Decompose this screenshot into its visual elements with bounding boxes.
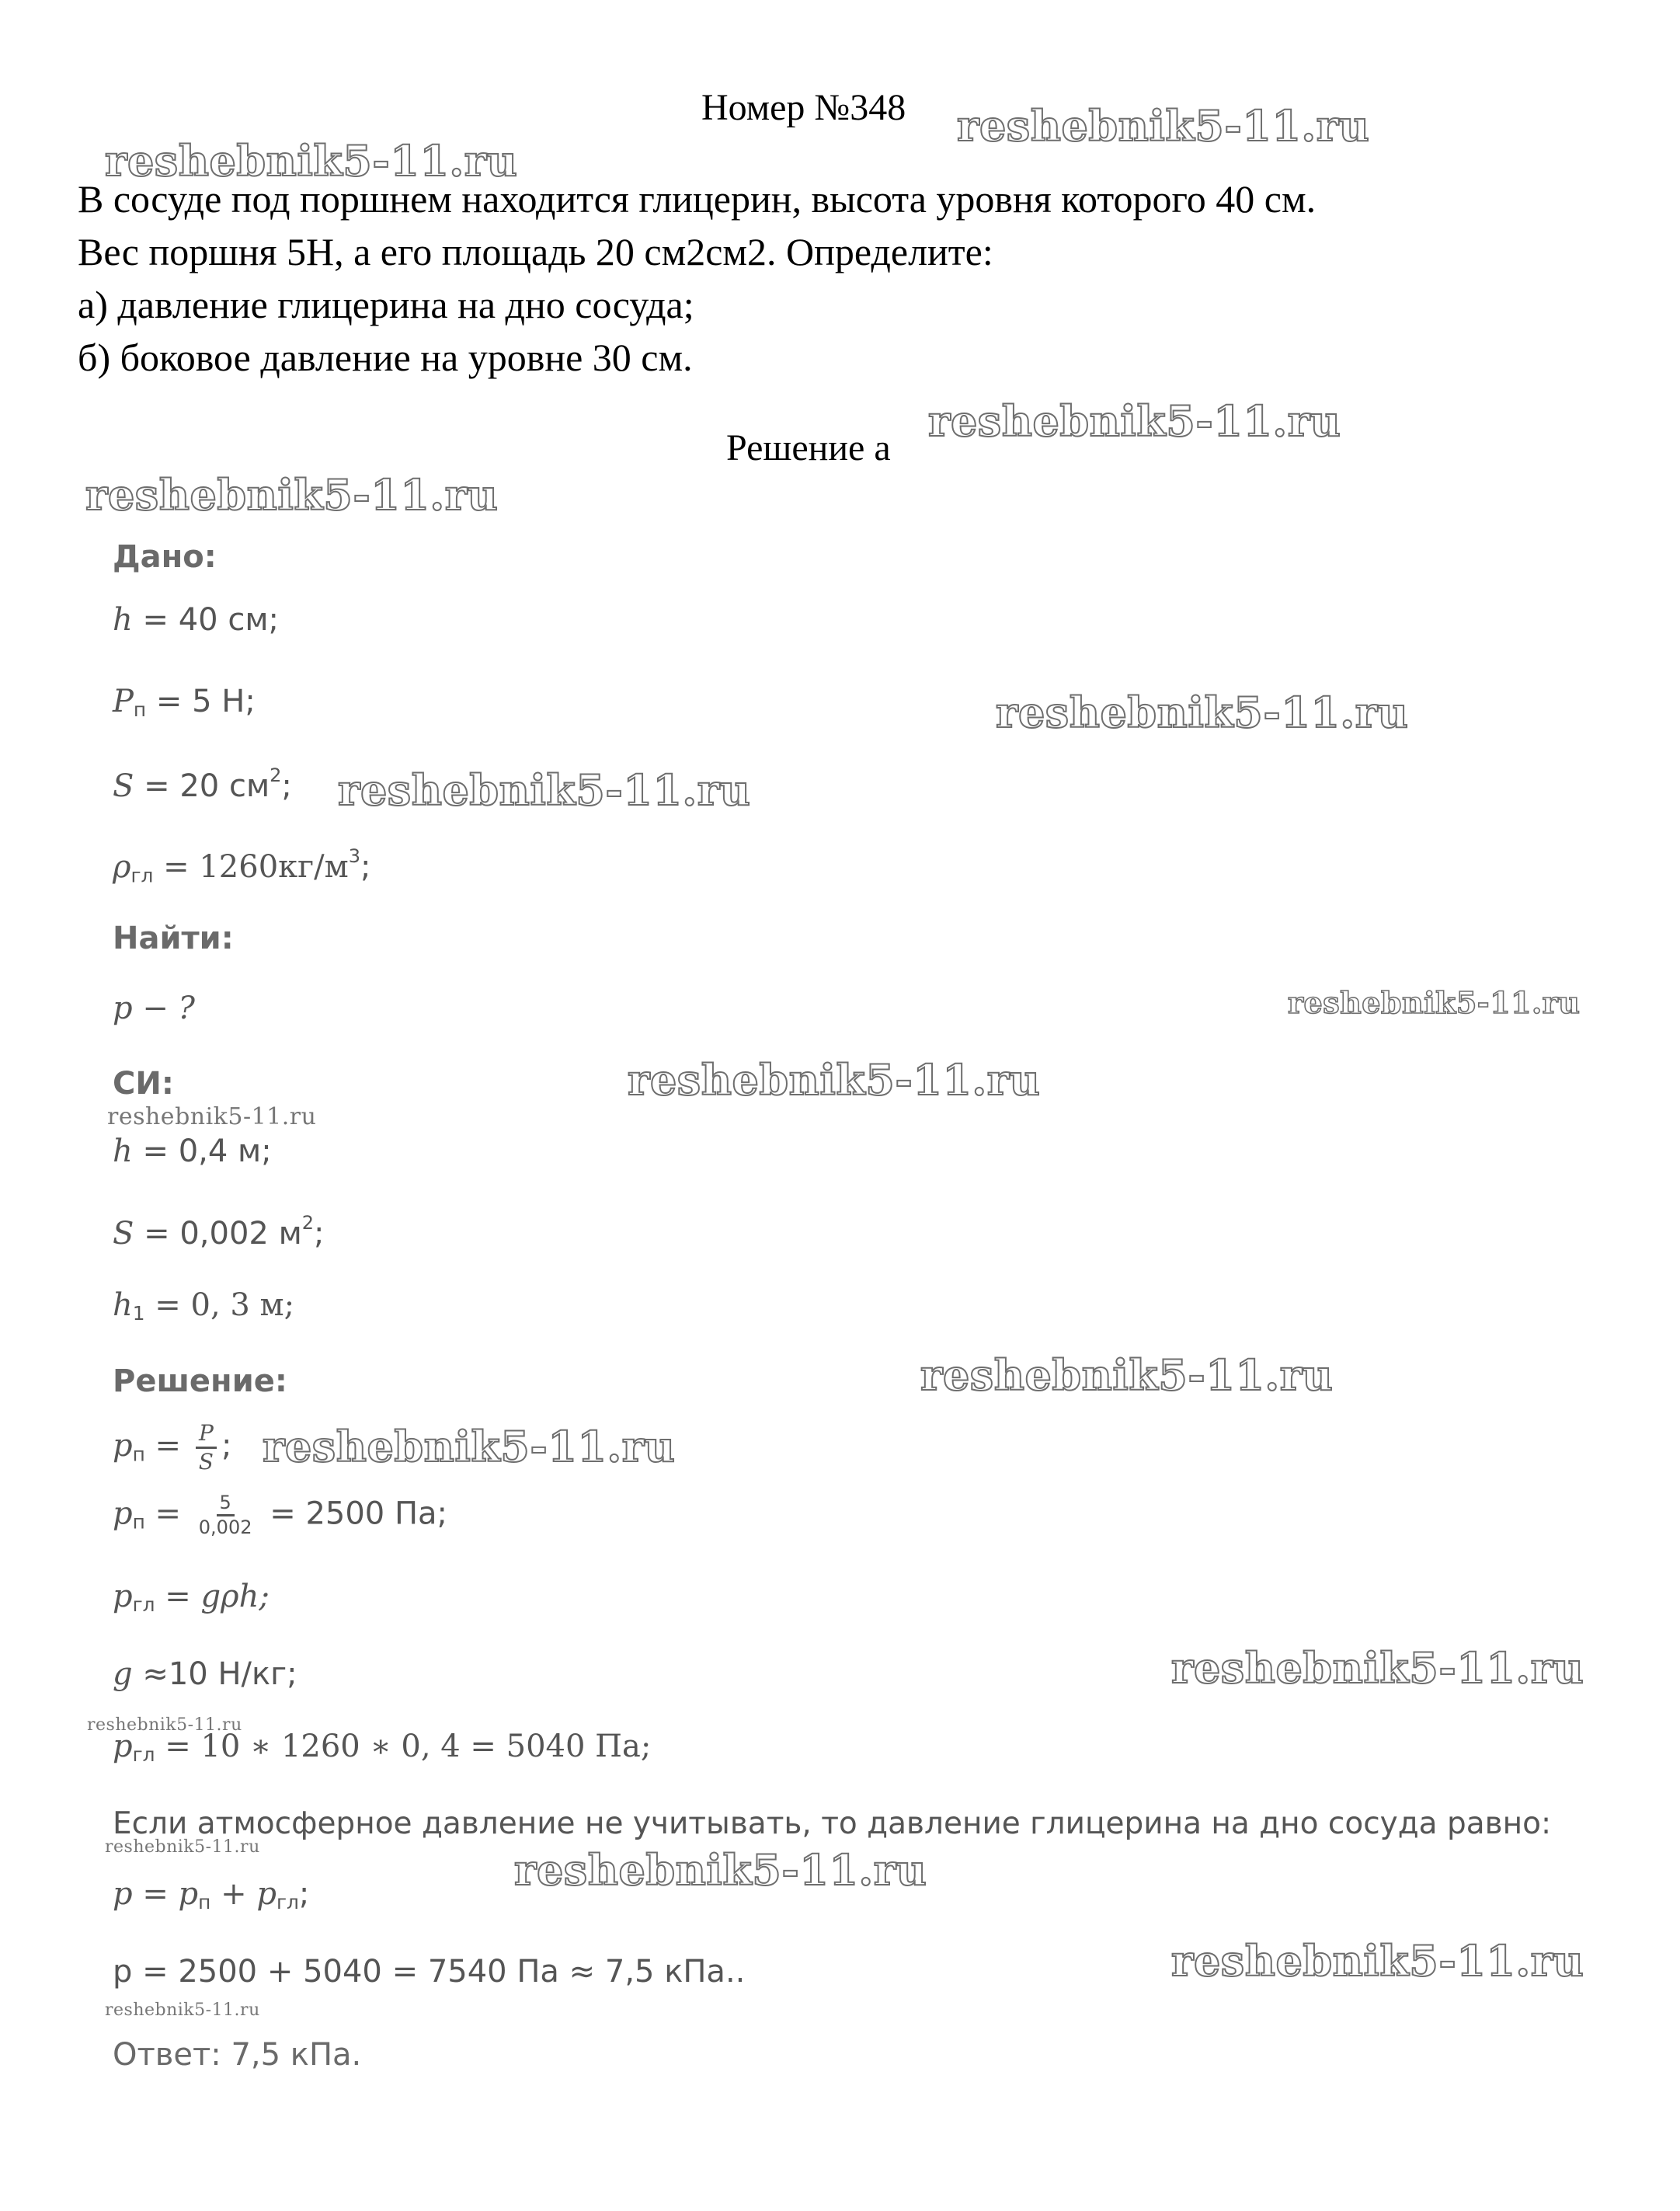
symbol: p (113, 1495, 133, 1532)
given-h (113, 602, 279, 638)
si-h1 (113, 1287, 295, 1325)
formula-g (113, 1656, 297, 1692)
find-p: p − ? (113, 991, 195, 1026)
watermark: reshebnik5-11.ru (1171, 1643, 1584, 1693)
symbol: g (113, 1656, 133, 1692)
given-density (113, 847, 370, 886)
value: = 40 см; (132, 602, 279, 638)
find-label: Найти: (113, 921, 234, 956)
watermark: reshebnik5-11.ru (87, 1715, 242, 1735)
watermark: reshebnik5-11.ru (338, 765, 751, 815)
given-area (113, 764, 292, 805)
punct: ; (281, 768, 292, 805)
value: = 1260кг/м (153, 849, 349, 886)
punct: ; (360, 849, 371, 886)
result: = 2500 Па; (259, 1495, 448, 1532)
subscript: гл (130, 864, 154, 887)
watermark: reshebnik5-11.ru (107, 1103, 317, 1130)
formula-piston-value: $p_п$ = $\frac{5}{0,002}$ = 2500 Па; (113, 1492, 448, 1538)
symbol: h (113, 602, 133, 638)
lhs: p = p (113, 1876, 199, 1912)
symbol: p (113, 1579, 133, 1614)
exponent: 3 (348, 845, 360, 867)
answer: Ответ: 7,5 кПа. (113, 2037, 362, 2073)
si-label: СИ: (113, 1066, 174, 1102)
value: = 0,4 м; (132, 1133, 272, 1169)
value: ≈10 Н/кг; (132, 1656, 297, 1692)
subscript: гл (276, 1891, 299, 1914)
solution-heading: Решение а (726, 427, 891, 468)
formula-glycerin-value (113, 1731, 651, 1765)
subscript: гл (132, 1593, 155, 1617)
numerator: 5 (217, 1492, 235, 1516)
si-area (113, 1212, 325, 1252)
watermark: reshebnik5-11.ru (920, 1350, 1334, 1400)
value: = 0, 3 м; (144, 1287, 295, 1323)
watermark: reshebnik5-11.ru (105, 2000, 260, 2020)
punct: ; (298, 1876, 310, 1912)
fraction (196, 1420, 217, 1475)
symbol: p (113, 1428, 133, 1464)
si-h (113, 1133, 272, 1169)
symbol: ρ (113, 849, 131, 886)
watermark: reshebnik5-11.ru (514, 1845, 927, 1895)
formula-total-value: p = 2500 + 5040 = 7540 Па ≈ 7,5 кПа.. (113, 1954, 746, 1990)
watermark: reshebnik5-11.ru (263, 1422, 676, 1471)
task-statement (78, 172, 1316, 384)
watermark: reshebnik5-11.ru (85, 470, 499, 520)
watermark: reshebnik5-11.ru (1288, 985, 1581, 1020)
denominator: S (198, 1448, 214, 1475)
denominator: 0,002 (198, 1516, 252, 1538)
subscript: п (198, 1891, 211, 1914)
exponent: 2 (301, 1212, 315, 1234)
mid: + p (210, 1876, 277, 1912)
watermark: reshebnik5-11.ru (996, 688, 1409, 737)
formula-piston-pressure: $p_п$ = $\frac{P}{S}$ ; (113, 1420, 232, 1475)
page-title: Номер №348 (701, 87, 906, 128)
task-line: В сосуде под поршнем находится глицерин, высота уровня которого 40 см. (78, 177, 1317, 221)
symbol: h (113, 1287, 133, 1323)
watermark: reshebnik5-11.ru (105, 1837, 260, 1857)
formula-glycerin-pressure (113, 1581, 270, 1615)
subscript: 1 (132, 1302, 145, 1325)
symbol: S (113, 1216, 134, 1252)
watermark: reshebnik5-11.ru (957, 101, 1370, 151)
symbol: P (113, 684, 134, 719)
watermark: reshebnik5-11.ru (928, 396, 1341, 446)
watermark: reshebnik5-11.ru (1171, 1936, 1584, 1986)
note-text: Если атмосферное давление не учитывать, то давление глицерина на дно сосуда равно: (113, 1806, 1552, 1841)
value: = 20 см (134, 768, 270, 805)
value: = 0,002 м (134, 1216, 302, 1252)
symbol: h (113, 1133, 133, 1169)
subscript: п (132, 1510, 145, 1534)
task-line: б) боковое давление на уровне 30 см. (78, 336, 693, 379)
symbol: S (113, 768, 134, 805)
given-piston-weight (113, 686, 256, 720)
watermark: reshebnik5-11.ru (105, 136, 518, 186)
subscript: п (133, 698, 147, 722)
symbol: p (113, 1729, 133, 1764)
fraction (196, 1492, 256, 1539)
punct: ; (314, 1216, 325, 1252)
watermark: reshebnik5-11.ru (628, 1055, 1041, 1105)
subscript: п (132, 1443, 145, 1466)
subscript: гл (132, 1743, 155, 1767)
numerator: P (196, 1420, 217, 1449)
rhs: = 10 ∗ 1260 ∗ 0, 4 = 5040 Па; (155, 1729, 652, 1764)
task-line: Вес поршня 5Н, а его площадь 20 см2см2. Определите: (78, 230, 993, 273)
rhs: = gρh; (155, 1579, 270, 1614)
given-label: Дано: (113, 539, 217, 575)
formula-total (113, 1878, 309, 1913)
exponent: 2 (270, 764, 282, 786)
solution-label: Решение: (113, 1363, 287, 1399)
value: = 5 Н; (146, 684, 256, 719)
task-line: а) давление глицерина на дно сосуда; (78, 283, 694, 326)
